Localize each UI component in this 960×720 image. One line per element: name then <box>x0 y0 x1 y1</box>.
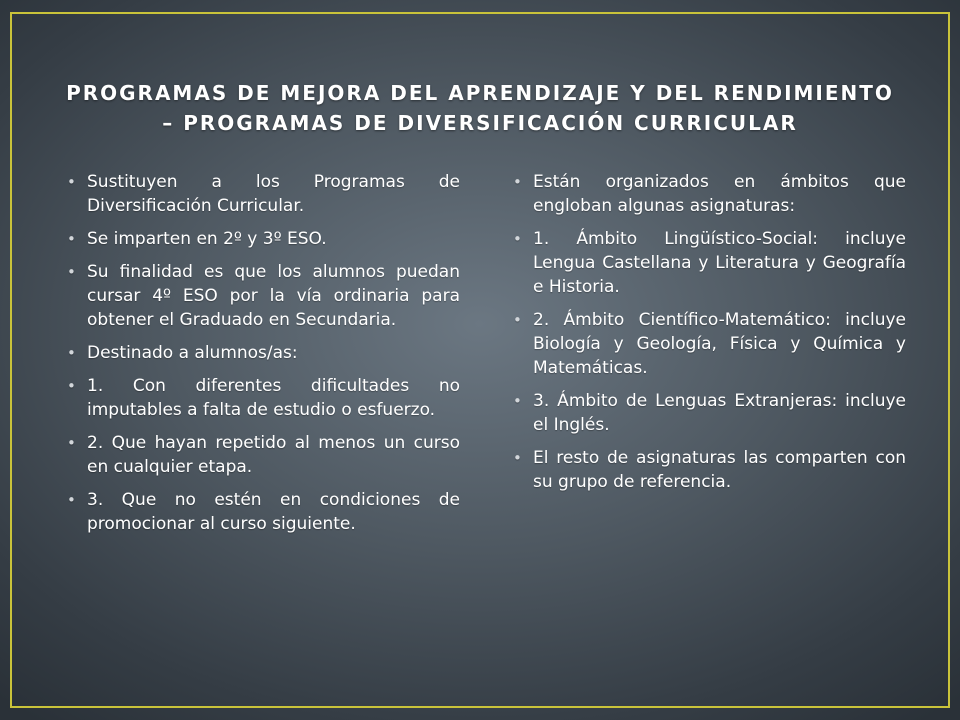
bullet-item <box>64 374 460 422</box>
bullet-text: 2. Que hayan repetido al menos un curso en cualquier etapa. <box>87 433 460 477</box>
bullet-icon: • <box>513 449 522 467</box>
bullet-item <box>64 431 460 479</box>
slide-title <box>40 78 920 138</box>
bullet-icon: • <box>513 392 522 410</box>
bullet-icon: • <box>513 173 522 191</box>
bullet-icon: • <box>67 173 76 191</box>
bullet-item <box>64 488 460 536</box>
bullet-text: Están organizados en ámbitos que engloban algunas asignaturas: <box>533 172 906 216</box>
bullet-icon: • <box>67 491 76 509</box>
bullet-icon: • <box>67 263 76 281</box>
bullet-text: 3. Ámbito de Lenguas Extranjeras: incluye el Inglés. <box>533 391 906 435</box>
bullet-item <box>510 308 906 380</box>
bullet-text: 2. Ámbito Científico-Matemático: incluye Biología y Geología, Física y Química y Matemáticas. <box>533 310 906 378</box>
bullet-text: Se imparten en 2º y 3º ESO. <box>87 229 327 249</box>
bullet-item <box>64 341 460 365</box>
bullet-item <box>510 170 906 218</box>
bullet-text: 1. Con diferentes dificultades no imputables a falta de estudio o esfuerzo. <box>87 376 460 420</box>
right-bullet-list <box>510 170 906 503</box>
bullet-item <box>510 389 906 437</box>
bullet-icon: • <box>67 344 76 362</box>
bullet-text: Destinado a alumnos/as: <box>87 343 298 363</box>
bullet-item <box>510 446 906 494</box>
left-bullet-list <box>64 170 460 545</box>
bullet-item <box>64 170 460 218</box>
bullet-text: 3. Que no estén en condiciones de promocionar al curso siguiente. <box>87 490 460 534</box>
bullet-item <box>510 227 906 299</box>
bullet-icon: • <box>67 230 76 248</box>
bullet-icon: • <box>67 434 76 452</box>
bullet-icon: • <box>513 230 522 248</box>
title-line-2: – PROGRAMAS DE DIVERSIFICACIÓN CURRICULAR <box>162 111 798 135</box>
bullet-icon: • <box>67 377 76 395</box>
bullet-item <box>64 227 460 251</box>
bullet-text: Su finalidad es que los alumnos puedan cursar 4º ESO por la vía ordinaria para obtener el Graduado en Secundaria. <box>87 262 460 330</box>
bullet-item <box>64 260 460 332</box>
bullet-text: El resto de asignaturas las comparten con su grupo de referencia. <box>533 448 906 492</box>
bullet-icon: • <box>513 311 522 329</box>
bullet-text: Sustituyen a los Programas de Diversificación Curricular. <box>87 172 460 216</box>
title-line-1: PROGRAMAS DE MEJORA DEL APRENDIZAJE Y DEL RENDIMIENTO <box>66 81 894 105</box>
bullet-text: 1. Ámbito Lingüístico-Social: incluye Lengua Castellana y Literatura y Geografía e Historia. <box>533 229 906 297</box>
